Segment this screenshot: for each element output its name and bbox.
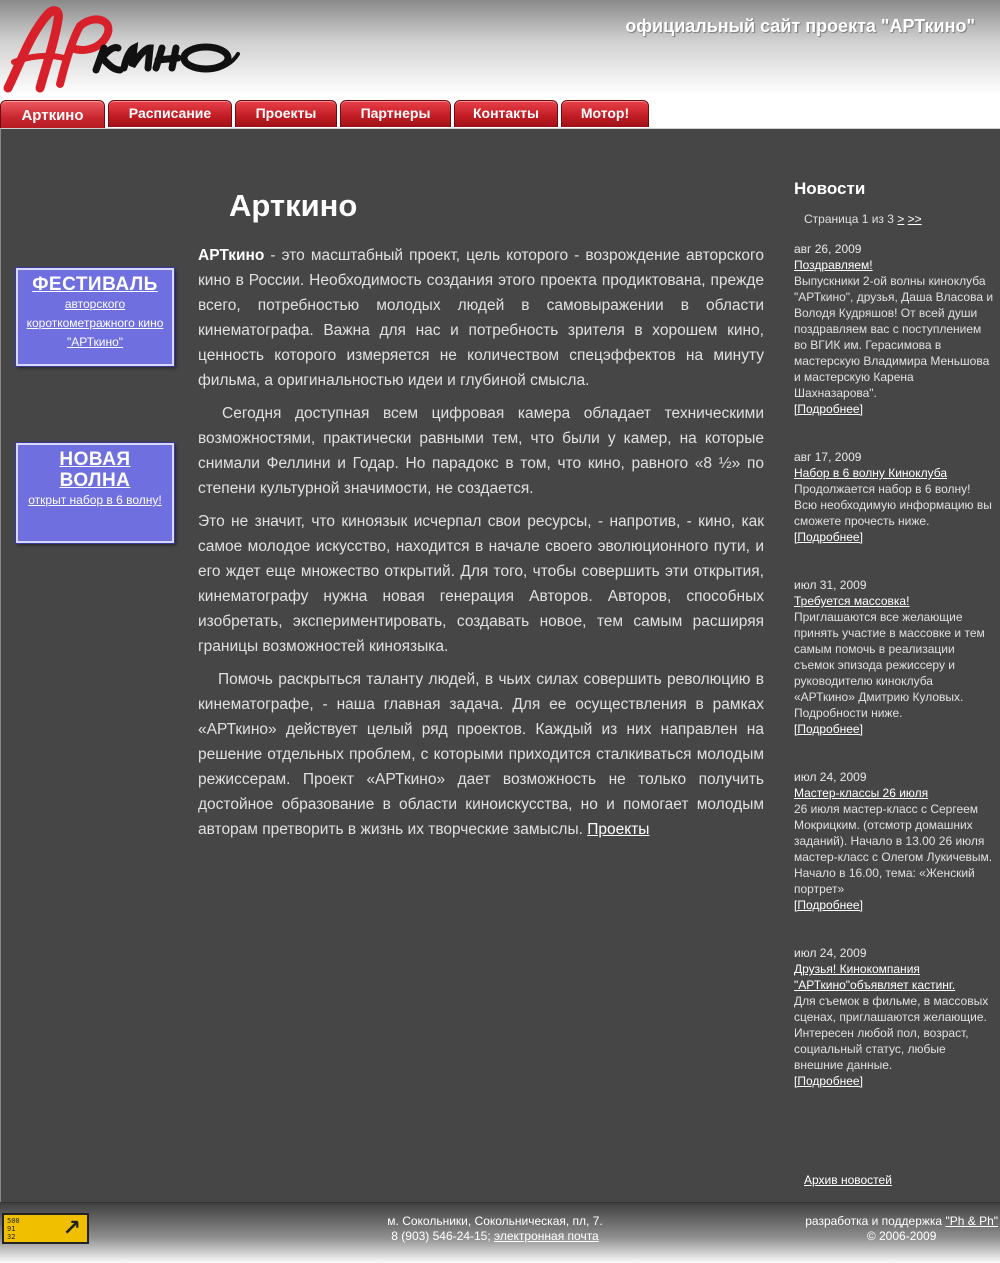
tab-artkino[interactable]: Арткино <box>0 100 105 129</box>
paragraph-1 <box>198 243 764 393</box>
festival-banner-title[interactable]: ФЕСТИВАЛЬ <box>32 274 158 295</box>
paragraph-2-text: Сегодня доступная всем цифровая камера обладает техническими возможностями, практически равными тем, что были у камер, на которые снимали Феллини и Годар. Но парадокс в том, что кино, равного «8 ½» по степени культурной значимости, не создается. <box>198 405 764 497</box>
article-body <box>198 243 764 850</box>
copyright: © 2006-2009 <box>866 1229 937 1243</box>
news-text: Приглашаются все желающие принять участие в массовке и тем самым помочь в реализации съемок эпизода режиссеру и руководителю киноклуба «АРТкино» Дмитрию Куловых. Подробности ниже. <box>794 610 985 720</box>
phone-number: 8 (903) 546-24-15; <box>391 1229 491 1243</box>
footer-developer <box>805 1214 998 1244</box>
news-text: Выпускники 2-ой волны киноклуба "АРТкино", друзья, Даша Власова и Володя Кудряшов! От всей души поздравляем вас с поступлением во ВГИК им. Герасимова в мастерскую Владимира Меньшова и мастерскую Карена Шахназарова". <box>794 274 994 400</box>
footer <box>0 1202 1000 1263</box>
developer-text: разработка и поддержка <box>805 1214 943 1228</box>
news-more-link[interactable]: [Подробнее] <box>794 1074 863 1088</box>
news-text: 26 июля мастер-класс с Сергеем Мокрицким. (отсмотр домашних заданий). Начало в 13.00 26 июля мастер-класс с Олегом Лукичевым. Начало в 16.00, тема: «Женский портрет» <box>794 802 993 896</box>
tab-motor[interactable]: Мотор! <box>561 100 649 127</box>
news-more-link[interactable]: [Подробнее] <box>794 722 863 736</box>
news-headline-link[interactable]: Поздравляем! <box>794 258 873 272</box>
new-wave-banner[interactable] <box>16 443 174 543</box>
tab-partners[interactable]: Партнеры <box>340 100 451 127</box>
main-nav-tabs <box>0 100 649 128</box>
news-item <box>794 945 994 1089</box>
news-title: Новости <box>794 179 866 198</box>
address-line: м. Сокольники, Сокольническая, пл, 7. <box>387 1214 603 1228</box>
contact-line <box>300 1229 690 1244</box>
main-area <box>0 128 1000 1202</box>
news-item <box>794 449 994 545</box>
news-headline-link[interactable]: Мастер-классы 26 июля <box>794 786 929 800</box>
counter-line: 500 <box>7 1217 20 1225</box>
tab-schedule[interactable]: Расписание <box>108 100 232 127</box>
pager-text: Страница 1 из 3 <box>804 212 894 226</box>
news-item <box>794 769 994 913</box>
paragraph-1-text: - это масштабный проект, цель которого - возрождение авторского кино в России. Необходимость создания этого проекта продиктована, прежде всего, потребностью молодых людей в самовыражении в области кинематографа. Важна для нас и потребность зрителя в хорошем кино, ценность которого измеряется не количеством спецэффектов на минуту фильма, а оригинальностью идеи и глубиной смысла. <box>198 247 764 389</box>
paragraph-4 <box>198 667 764 842</box>
news-item <box>794 241 994 417</box>
new-wave-banner-subtitle[interactable]: открыт набор в 6 волну! <box>28 493 162 507</box>
news-date: июл 24, 2009 <box>794 946 867 960</box>
page-title: Арткино <box>229 188 358 223</box>
news-archive-link[interactable]: Архив новостей <box>804 1173 892 1187</box>
news-pager <box>804 211 994 227</box>
news-headline-link[interactable]: Набор в 6 волну Киноклуба <box>794 466 948 480</box>
pager-next-link[interactable]: > <box>897 212 905 226</box>
new-wave-banner-title-line2[interactable]: ВОЛНА <box>59 470 131 491</box>
developer-line <box>805 1214 998 1229</box>
news-headline-link[interactable]: Друзья! Кинокомпания "АРТкино"объявляет кастинг. <box>794 962 956 992</box>
festival-banner-subtitle[interactable]: авторского короткометражного кино "АРТкино" <box>26 297 164 349</box>
email-link[interactable]: электронная почта <box>494 1229 599 1243</box>
news-headline-link[interactable]: Требуется массовка! <box>794 594 910 608</box>
news-date: июл 31, 2009 <box>794 578 867 592</box>
artkino-logo[interactable] <box>0 4 245 96</box>
new-wave-banner-title-line1[interactable]: НОВАЯ <box>59 449 131 470</box>
counter-line: 32 <box>7 1233 16 1241</box>
news-more-link[interactable]: [Подробнее] <box>794 530 863 544</box>
news-item <box>794 577 994 737</box>
site-tagline: официальный сайт проекта "АРТкино" <box>625 16 975 36</box>
tab-projects[interactable]: Проекты <box>235 100 337 127</box>
arrow-up-right-icon: ↗ <box>62 1216 81 1241</box>
visit-counter[interactable] <box>2 1213 89 1244</box>
paragraph-3 <box>198 509 764 659</box>
festival-banner[interactable] <box>16 268 174 366</box>
counter-line: 91 <box>7 1225 16 1233</box>
news-date: авг 26, 2009 <box>794 242 862 256</box>
news-more-link[interactable]: [Подробнее] <box>794 402 863 416</box>
news-date: авг 17, 2009 <box>794 450 862 464</box>
paragraph-3-text: Это не значит, что киноязык исчерпал свои ресурсы, - напротив, - кино, как самое молодое искусство, находится в начале своего эволюционного пути, и его ждет еще множество открытий. Для того, чтобы совершить эти открытия, кинематографу нужна новая генерация Авторов. Авторов, способных изобретать, экспериментировать, создавать новое, тем самым расширяя границы возможностей киноязыка. <box>198 513 764 655</box>
news-text: Продолжается набор в 6 волну! Всю необходимую информацию вы сможете прочесть ниже. <box>794 482 992 528</box>
paragraph-1-bold: АРТкино <box>198 247 265 264</box>
developer-link[interactable]: "Ph & Ph" <box>945 1214 998 1228</box>
footer-address <box>300 1214 690 1244</box>
pager-last-link[interactable]: >> <box>907 212 922 226</box>
news-text: Для съемок в фильме, в массовых сценах, приглашаются желающие. Интересен любой пол, возраст, социальный статус, любые внешние данные. <box>794 994 989 1072</box>
projects-link[interactable]: Проекты <box>587 821 650 838</box>
news-sidebar <box>794 181 994 1121</box>
paragraph-2 <box>198 401 764 501</box>
tab-contacts[interactable]: Контакты <box>454 100 558 127</box>
news-more-link[interactable]: [Подробнее] <box>794 898 863 912</box>
paragraph-4-text: Помочь раскрыться таланту людей, в чьих силах совершить революцию в кинематографе, - наша главная задача. Для ее осуществления в рамках «АРТкино» действует целый ряд проектов. Каждый из них направлен на решение отдельных проблем, с которыми приходится сталкиваться молодым режиссерам. Проект «АРТкино» дает возможность не только получить достойное образование в области киноискусства, но и помогает молодым авторам претворить в жизнь их творческие замыслы. <box>198 671 764 838</box>
news-date: июл 24, 2009 <box>794 770 867 784</box>
